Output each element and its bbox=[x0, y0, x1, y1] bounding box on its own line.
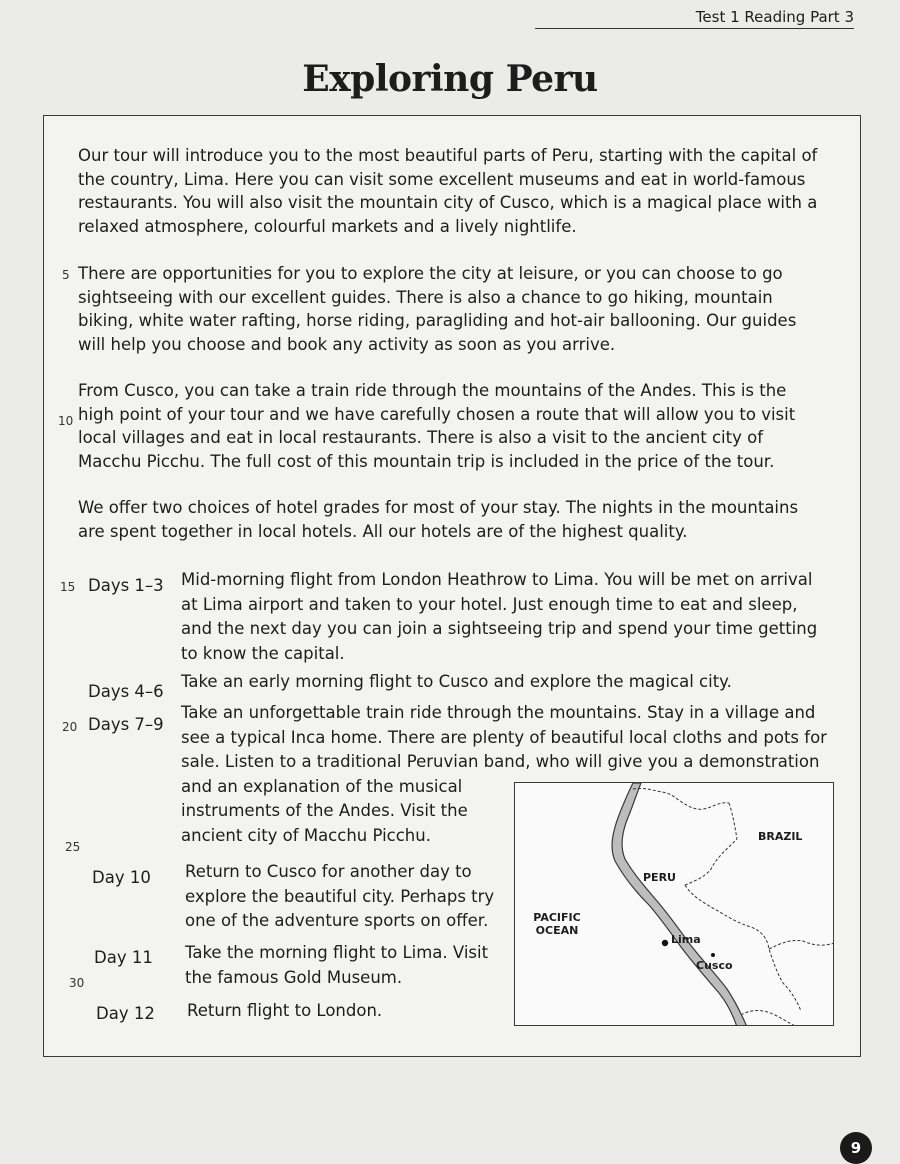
cusco-marker bbox=[711, 953, 715, 957]
line-number-5: 5 bbox=[62, 268, 70, 282]
itinerary-day: Day 11 bbox=[94, 948, 153, 967]
header-text: Test 1 Reading Part 3 bbox=[695, 8, 854, 26]
itinerary-day: Days 7–9 bbox=[88, 715, 164, 734]
itinerary-description: Return to Cusco for another day to explore the beautiful city. Perhaps try one of the adventure sports on offer. bbox=[185, 862, 495, 930]
paragraph-intro: Our tour will introduce you to the most beautiful parts of Peru, starting with the capital of the country, Lima. Here you can visit some excellent museums and eat in world-famous restaurants. You will also visit the mountain city of Cusco, which is a magical place with a relaxed atmosphere, colourful markets and a lively nightlife. bbox=[78, 146, 818, 236]
itinerary-description: Return flight to London. bbox=[187, 1001, 383, 1020]
lima-marker bbox=[662, 940, 668, 946]
map-label-lima: Lima bbox=[671, 933, 701, 946]
itinerary-day: Days 4–6 bbox=[88, 682, 164, 701]
line-number-20: 20 bbox=[62, 720, 78, 734]
border-chile bbox=[741, 1011, 797, 1027]
itinerary-day: Days 1–3 bbox=[88, 576, 164, 595]
header-rule bbox=[535, 28, 854, 29]
map-label-ocean: PACIFIC OCEAN bbox=[533, 911, 581, 937]
border-bolivia bbox=[769, 940, 834, 949]
map-drawing bbox=[515, 783, 834, 1026]
border-brazil bbox=[685, 885, 801, 1011]
itinerary-description: Mid-morning flight from London Heathrow to Lima. You will be met on arrival at Lima airport and taken to your hotel. Just enough time to eat and sleep, and the next day you can join a sightseeing trip and spend your time getting to know the capital. bbox=[181, 570, 818, 663]
page-number: 9 bbox=[840, 1132, 872, 1164]
map-label-peru: PERU bbox=[643, 871, 676, 884]
paragraph-hotels: We offer two choices of hotel grades for most of your stay. The nights in the mountains are spent together in local hotels. All our hotels are of the highest quality. bbox=[78, 498, 799, 541]
itinerary-day: Day 12 bbox=[96, 1004, 155, 1023]
page-title: Exploring Peru bbox=[302, 58, 598, 100]
itinerary-description: Take the morning flight to Lima. Visit the famous Gold Museum. bbox=[185, 943, 489, 987]
line-number-10: 10 bbox=[58, 414, 74, 428]
paragraph-activities: There are opportunities for you to explore the city at leisure, or you can choose to go sightseeing with our excellent guides. There is also a chance to go hiking, mountain biking, white water rafting, horse riding, paragliding and hot-air ballooning. Our guides will help you choose and book any activity as soon as you arrive. bbox=[78, 264, 797, 354]
paragraph-cusco-train: From Cusco, you can take a train ride through the mountains of the Andes. This is the high point of your tour and we have carefully chosen a route that will allow you to visit local villages and eat in local restaurants. There is also a visit to the ancient city of Macchu Picchu. The full cost of this mountain trip is included in the price of the tour. bbox=[78, 381, 796, 471]
peru-map bbox=[514, 782, 834, 1026]
border-colombia bbox=[685, 803, 737, 885]
line-number-25: 25 bbox=[65, 840, 81, 854]
itinerary-description: Take an early morning flight to Cusco and explore the magical city. bbox=[181, 672, 732, 691]
line-number-30: 30 bbox=[69, 976, 85, 990]
border-ecuador bbox=[633, 788, 729, 809]
peru-coastline bbox=[612, 783, 747, 1026]
itinerary-day: Day 10 bbox=[92, 868, 151, 887]
line-number-15: 15 bbox=[60, 580, 76, 594]
map-label-brazil: BRAZIL bbox=[758, 830, 803, 843]
map-label-cusco: Cusco bbox=[696, 959, 733, 972]
